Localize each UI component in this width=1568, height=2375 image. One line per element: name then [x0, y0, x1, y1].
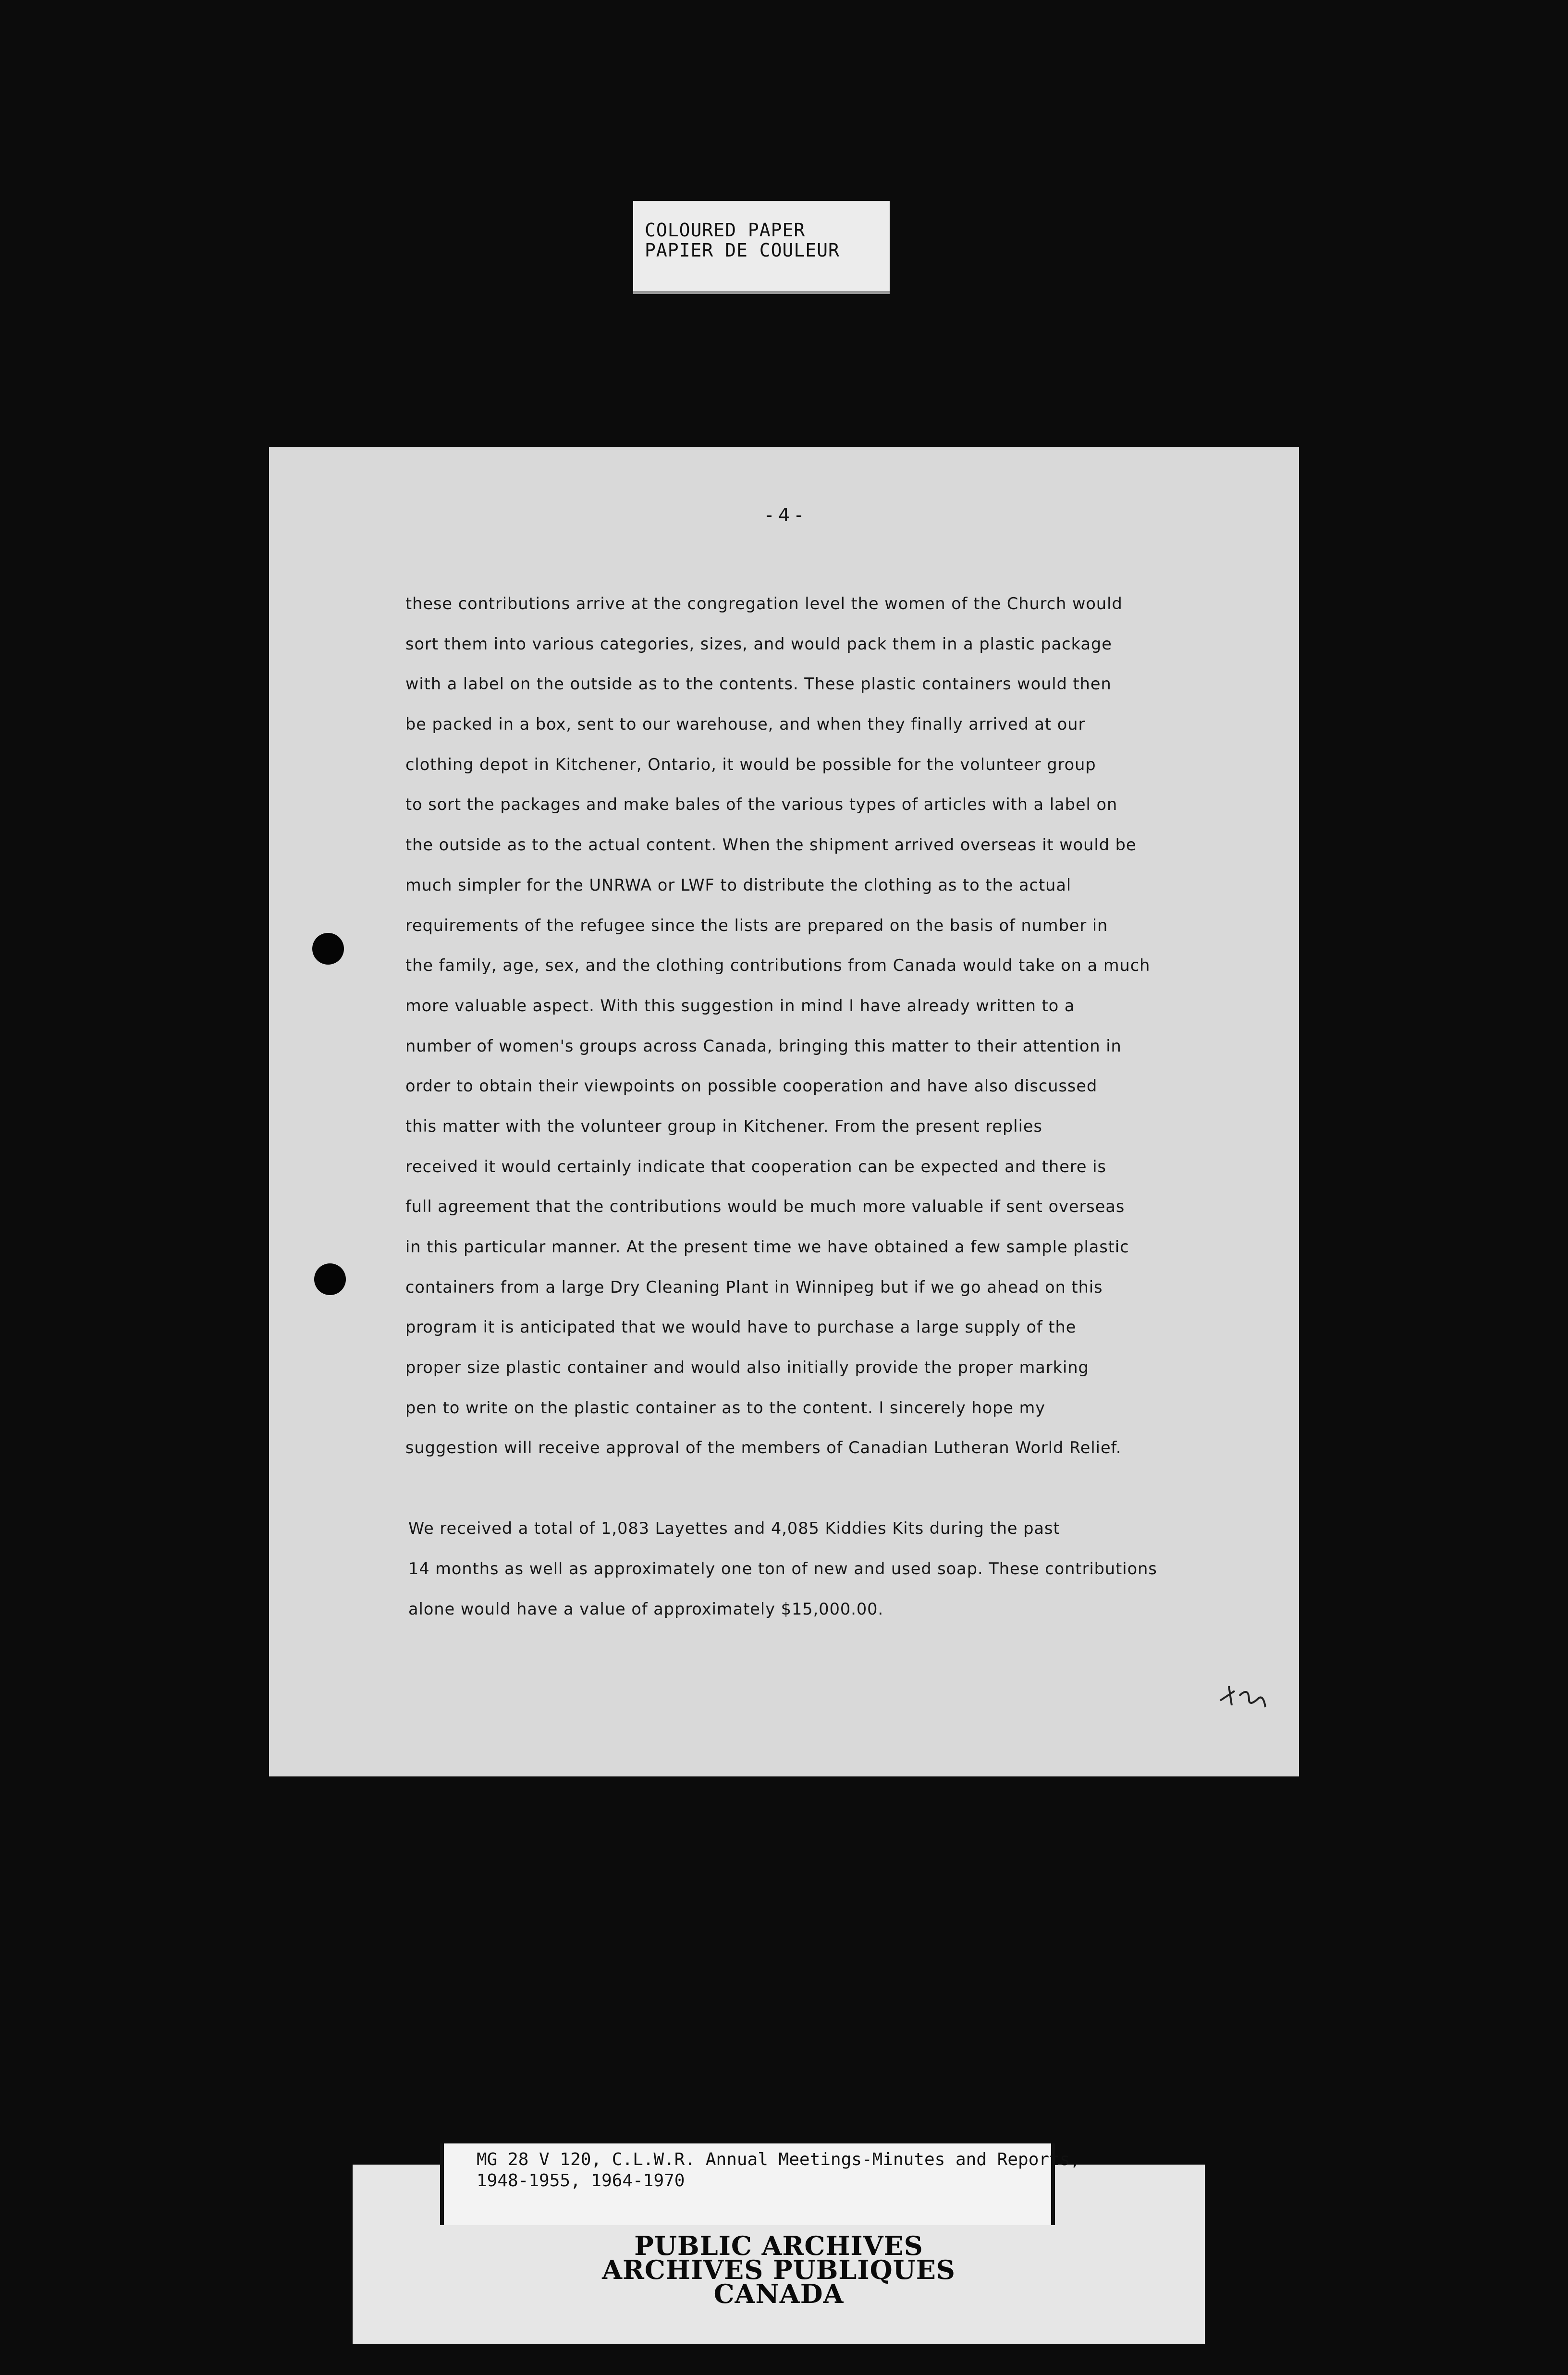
text-line: pen to write on the plastic container as to the content. I sincerely hope my — [405, 1398, 1046, 1417]
text-line: clothing depot in Kitchener, Ontario, it would be possible for the volunteer group — [405, 755, 1096, 774]
reference-line-2: 1948-1955, 1964-1970 — [477, 2171, 685, 2191]
coloured-paper-label — [633, 201, 890, 294]
paragraph-2 — [408, 1508, 1273, 1629]
text-line: alone would have a value of approximately $15,000.00. — [408, 1600, 884, 1618]
text-line: much simpler for the UNRWA or LWF to distribute the clothing as to the actual — [405, 875, 1072, 894]
page-number: - 4 - — [766, 504, 802, 526]
text-line: with a label on the outside as to the contents. These plastic containers would then — [405, 674, 1112, 694]
stamp-line-3: CANADA — [713, 2278, 844, 2309]
text-line: order to obtain their viewpoints on possible cooperation and have also discussed — [405, 1077, 1098, 1096]
text-line: full agreement that the contributions would be much more valuable if sent overseas — [405, 1197, 1125, 1216]
reference-line-1: MG 28 V 120, C.L.W.R. Annual Meetings-Minutes and Reports, — [477, 2150, 1081, 2169]
text-line: suggestion will receive approval of the members of Canadian Lutheran World Relief. — [405, 1438, 1122, 1457]
text-line: be packed in a box, sent to our warehouse, and when they finally arrived at our — [405, 715, 1086, 734]
text-line: in this particular manner. At the present time we have obtained a few sample plastic — [405, 1237, 1129, 1256]
text-line: the family, age, sex, and the clothing contributions from Canada would take on a much — [405, 956, 1151, 975]
text-line: proper size plastic container and would also initially provide the proper marking — [405, 1358, 1089, 1377]
text-line: program it is anticipated that we would have to purchase a large supply of the — [405, 1318, 1077, 1337]
archive-reference — [440, 2143, 1081, 2225]
label-line-2: PAPIER DE COULEUR — [645, 240, 840, 261]
text-line: requirements of the refugee since the lists are prepared on the basis of number in — [405, 916, 1108, 935]
punch-hole — [314, 1263, 346, 1295]
stamp-line-1: PUBLIC ARCHIVES — [634, 2230, 923, 2261]
text-line: We received a total of 1,083 Layettes and 4,085 Kiddies Kits during the past — [408, 1519, 1060, 1538]
document-page — [269, 447, 1299, 1776]
text-line: number of women's groups across Canada, bringing this matter to their attention in — [405, 1036, 1122, 1055]
text-line: 14 months as well as approximately one ton of new and used soap. These contributions — [408, 1559, 1157, 1578]
text-line: this matter with the volunteer group in Kitchener. From the present replies — [405, 1116, 1042, 1136]
text-line: these contributions arrive at the congregation level the women of the Church would — [405, 594, 1123, 613]
archives-stamp — [353, 2230, 1205, 2309]
text-line: the outside as to the actual content. When the shipment arrived overseas it would be — [405, 835, 1137, 855]
text-line: sort them into various categories, sizes, and would pack them in a plastic package — [405, 634, 1112, 653]
label-line-1: COLOURED PAPER — [645, 220, 806, 241]
text-line: received it would certainly indicate that cooperation can be expected and there is — [405, 1157, 1106, 1176]
stamp-line-2: ARCHIVES PUBLIQUES — [602, 2254, 956, 2285]
text-line: more valuable aspect. With this suggestion in mind I have already written to a — [405, 996, 1075, 1015]
paragraph-1 — [405, 584, 1270, 1468]
handwritten-mark — [1215, 1677, 1278, 1715]
text-line: containers from a large Dry Cleaning Plant in Winnipeg but if we go ahead on this — [405, 1277, 1103, 1297]
punch-hole — [312, 933, 344, 965]
text-line: to sort the packages and make bales of the various types of articles with a label on — [405, 795, 1118, 814]
